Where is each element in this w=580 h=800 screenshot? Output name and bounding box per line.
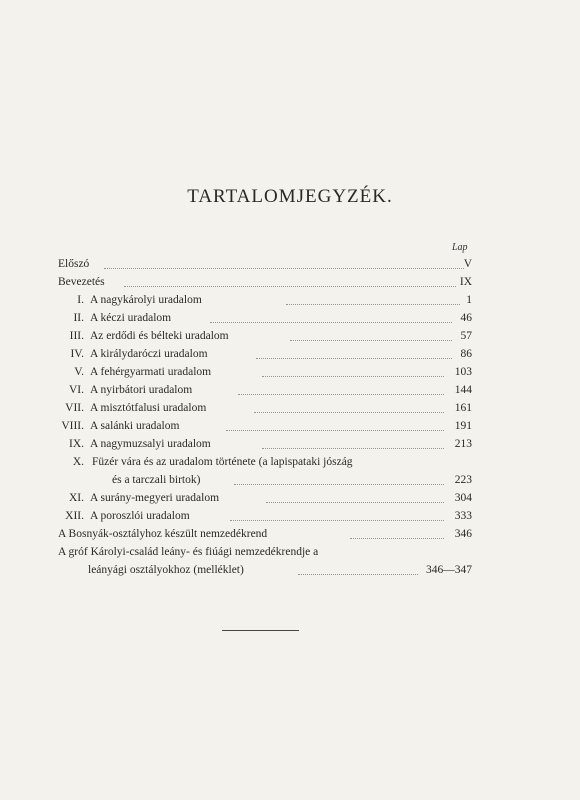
toc-entry-page: 223: [454, 474, 472, 486]
toc-entry-page: 304: [454, 492, 472, 504]
toc-entry-label: A misztótfalusi uradalom: [90, 402, 207, 414]
toc-entry-label: A Bosnyák-osztályhoz készült nemzedékrend: [58, 528, 268, 540]
toc-entry-label: Előszó: [58, 258, 90, 270]
leader-dots: [262, 375, 444, 377]
toc-entry: [0, 345, 580, 363]
toc-entry-number: IX.: [68, 438, 84, 450]
toc-entry: [0, 507, 580, 525]
leader-dots: [298, 573, 418, 575]
toc-entry: [0, 525, 580, 543]
toc-entry-label: A nagykárolyi uradalom: [90, 294, 202, 306]
leader-dots: [230, 519, 444, 521]
toc-entry-number: VII.: [65, 402, 84, 414]
toc-entry: [0, 381, 580, 399]
toc-entry-page: 46: [460, 312, 472, 324]
toc-entry: [0, 363, 580, 381]
leader-dots: [256, 357, 452, 359]
toc-entry-label: A királydaróczi uradalom: [90, 348, 208, 360]
toc-entry-label: Bevezetés: [58, 276, 105, 288]
closing-rule: [222, 630, 299, 631]
toc-entry-page: 103: [454, 366, 472, 378]
toc-entry-label: Az erdődi és bélteki uradalom: [90, 330, 229, 342]
toc-entry: [0, 273, 580, 291]
toc-entry-label: Füzér vára és az uradalom története (a lapispataki jószág: [92, 456, 353, 468]
toc-entry: [0, 543, 580, 561]
toc-entry: [0, 327, 580, 345]
toc-entry-label: A nagymuzsalyi uradalom: [90, 438, 211, 450]
toc-entry-number: V.: [74, 366, 84, 378]
leader-dots: [350, 537, 444, 539]
toc-entry-number: XII.: [65, 510, 84, 522]
toc-entry-page: 1: [466, 294, 472, 306]
toc-entry-page: 213: [454, 438, 472, 450]
toc-entry-continuation: [0, 561, 580, 579]
toc-entry-page: 333: [454, 510, 472, 522]
leader-dots: [226, 429, 444, 431]
toc-entry-page: V: [463, 258, 472, 270]
leader-dots: [266, 501, 444, 503]
toc-entry-page: 346: [454, 528, 472, 540]
toc-entry-page: 57: [460, 330, 472, 342]
leader-dots: [104, 267, 464, 269]
toc-entry-label: A gróf Károlyi-család leány- és fiúági nemzedékrendje a: [58, 546, 319, 558]
toc-entry-number: VI.: [68, 384, 84, 396]
page-column-label: Lap: [452, 242, 468, 253]
toc-entry: [0, 489, 580, 507]
toc-entry: [0, 435, 580, 453]
toc-entry: [0, 309, 580, 327]
toc-entry-label: A nyirbátori uradalom: [90, 384, 193, 396]
toc-entry-label: A kéczi uradalom: [90, 312, 172, 324]
toc-entry: [0, 291, 580, 309]
toc-entry-label: és a tarczali birtok): [112, 474, 201, 486]
toc-entry-page: 191: [454, 420, 472, 432]
toc-entry-number: VIII.: [61, 420, 84, 432]
toc-entry-page: 161: [454, 402, 472, 414]
leader-dots: [234, 483, 444, 485]
page-title: TARTALOMJEGYZÉK.: [187, 186, 393, 207]
toc-entry: [0, 417, 580, 435]
leader-dots: [124, 285, 456, 287]
toc-entry-page: IX: [459, 276, 472, 288]
toc-entry: [0, 255, 580, 273]
leader-dots: [238, 393, 444, 395]
toc-entry-label: leányági osztályokhoz (melléklet): [88, 564, 244, 576]
toc-entry-page: 144: [454, 384, 472, 396]
toc-entry-number: III.: [69, 330, 84, 342]
toc-entry-number: XI.: [68, 492, 84, 504]
toc-entry-page: 346—347: [426, 564, 472, 576]
leader-dots: [262, 447, 444, 449]
toc-entry: [0, 399, 580, 417]
leader-dots: [286, 303, 460, 305]
toc-entry-number: IV.: [70, 348, 84, 360]
toc-entry-number: I.: [77, 294, 84, 306]
toc-entry-label: A poroszlói uradalom: [90, 510, 190, 522]
toc-entry-label: A surány-megyeri uradalom: [90, 492, 220, 504]
leader-dots: [254, 411, 444, 413]
toc-entry-label: A fehérgyarmati uradalom: [90, 366, 212, 378]
toc-entry-continuation: [0, 471, 580, 489]
toc-entry-label: A salánki uradalom: [90, 420, 180, 432]
toc-entry-number: X.: [72, 456, 84, 468]
toc-entry: [0, 453, 580, 471]
leader-dots: [210, 321, 452, 323]
leader-dots: [290, 339, 452, 341]
toc-entry-page: 86: [460, 348, 472, 360]
toc-entry-number: II.: [73, 312, 84, 324]
